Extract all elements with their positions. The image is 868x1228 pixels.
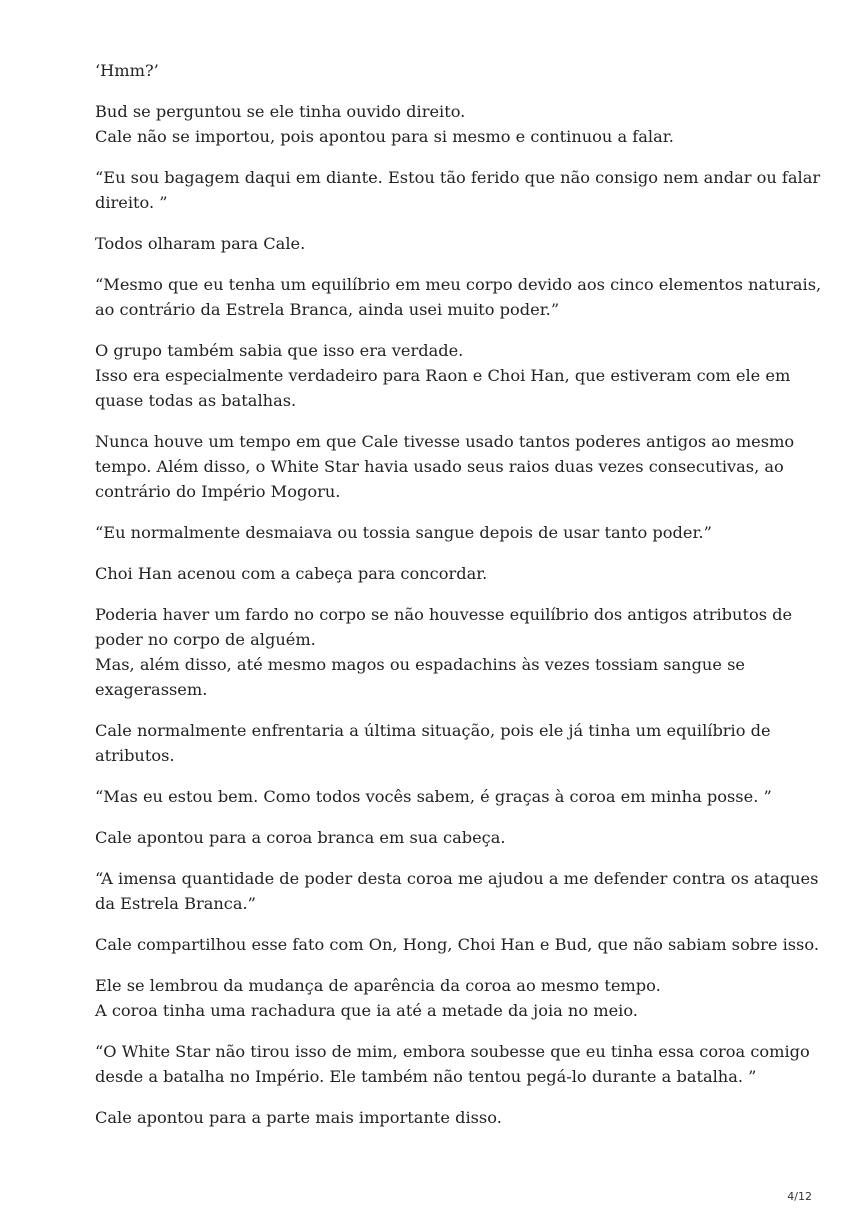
text-line: O grupo também sabia que isso era verdade.	[95, 341, 464, 360]
text-line: atributos.	[95, 746, 175, 765]
paragraph	[95, 1039, 810, 1089]
page-number: 4/12	[787, 1190, 812, 1203]
paragraph	[95, 520, 795, 545]
text-line: Todos olharam para Cale.	[95, 234, 306, 253]
paragraph	[95, 231, 795, 256]
text-line: Isso era especialmente verdadeiro para Raon e Choi Han, que estiveram com ele em	[95, 366, 791, 385]
text-line: tempo. Além disso, o White Star havia usado seus raios duas vezes consecutivas, ao	[95, 457, 784, 476]
paragraph	[95, 825, 795, 850]
paragraph	[95, 99, 795, 149]
text-line: Cale não se importou, pois apontou para si mesmo e continuou a falar.	[95, 127, 674, 146]
paragraph	[95, 718, 795, 768]
text-line: poder no corpo de alguém.	[95, 630, 316, 649]
paragraph	[95, 866, 819, 916]
text-line: Choi Han acenou com a cabeça para concordar.	[95, 564, 488, 583]
text-line: direito. ”	[95, 193, 168, 212]
text-line: desde a batalha no Império. Ele também não tentou pegá-lo durante a batalha. ”	[95, 1067, 757, 1086]
text-line: ao contrário da Estrela Branca, ainda usei muito poder.”	[95, 300, 560, 319]
text-line: da Estrela Branca.”	[95, 894, 256, 913]
paragraph	[95, 602, 795, 702]
paragraph	[95, 932, 819, 957]
text-line: Nunca houve um tempo em que Cale tivesse usado tantos poderes antigos ao mesmo	[95, 432, 795, 451]
text-line: Poderia haver um fardo no corpo se não houvesse equilíbrio dos antigos atributos de	[95, 605, 793, 624]
text-line: A coroa tinha uma rachadura que ia até a metade da joia no meio.	[95, 1001, 638, 1020]
paragraph	[95, 58, 795, 83]
text-line: quase todas as batalhas.	[95, 391, 297, 410]
text-line: “Mesmo que eu tenha um equilíbrio em meu corpo devido aos cinco elementos naturais,	[95, 275, 822, 294]
text-line: “Mas eu estou bem. Como todos vocês sabem, é graças à coroa em minha posse. ”	[95, 787, 772, 806]
text-line: Mas, além disso, até mesmo magos ou espadachins às vezes tossiam sangue se	[95, 655, 745, 674]
text-line: “O White Star não tirou isso de mim, embora soubesse que eu tinha essa coroa comigo	[95, 1042, 810, 1061]
paragraph	[95, 973, 795, 1023]
text-line: Cale apontou para a parte mais importante disso.	[95, 1108, 502, 1127]
text-line: Ele se lembrou da mudança de aparência da coroa ao mesmo tempo.	[95, 976, 661, 995]
text-line: “Eu normalmente desmaiava ou tossia sangue depois de usar tanto poder.”	[95, 523, 712, 542]
paragraph	[95, 784, 795, 809]
paragraph	[95, 429, 795, 504]
text-line: exagerassem.	[95, 680, 208, 699]
text-line: “A imensa quantidade de poder desta coroa me ajudou a me defender contra os ataques	[95, 869, 819, 888]
paragraph	[95, 338, 795, 413]
paragraph	[95, 165, 821, 215]
text-line: ‘Hmm?’	[95, 61, 159, 80]
text-line: Cale apontou para a coroa branca em sua cabeça.	[95, 828, 506, 847]
text-line: Bud se perguntou se ele tinha ouvido direito.	[95, 102, 466, 121]
text-line: contrário do Império Mogoru.	[95, 482, 341, 501]
text-line: “Eu sou bagagem daqui em diante. Estou tão ferido que não consigo nem andar ou falar	[95, 168, 821, 187]
document-body	[95, 58, 822, 1146]
paragraph	[95, 561, 795, 586]
paragraph	[95, 1105, 795, 1130]
paragraph	[95, 272, 822, 322]
text-line: Cale normalmente enfrentaria a última situação, pois ele já tinha um equilíbrio de	[95, 721, 771, 740]
text-line: Cale compartilhou esse fato com On, Hong, Choi Han e Bud, que não sabiam sobre isso.	[95, 935, 819, 954]
